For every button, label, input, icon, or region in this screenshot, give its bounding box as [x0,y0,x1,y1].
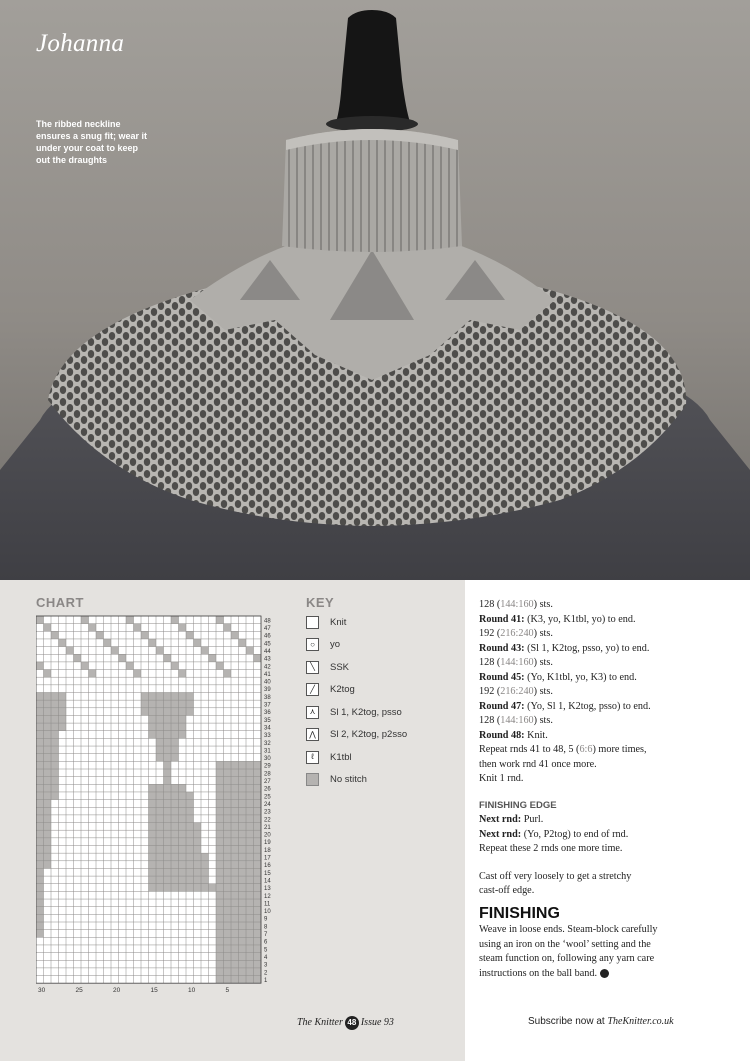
next-round-1: Next rnd: Purl. [479,814,544,825]
knitting-chart [36,614,286,1000]
key-heading: KEY [306,595,335,610]
cast-off-line-2: cast-off edge. [479,885,535,896]
chart-row-number: 13 [264,886,271,893]
chart-row-number: 26 [264,786,271,793]
cast-off-line-1: Cast off very loosely to get a stretchy [479,870,632,882]
chart-row-number: 10 [264,909,271,916]
chart-column-number: 30 [38,987,46,995]
key-item-k2tog [306,679,456,702]
chart-row-number: 28 [264,771,271,778]
chart-row-number: 32 [264,740,271,747]
key-item-sl2-k2tog-p2sso [306,724,456,747]
chart-row-number: 12 [264,893,271,900]
instructions-column [479,598,734,981]
key-label: yo [330,639,341,651]
key-label: K2tog [330,684,355,696]
knit-square-icon [306,616,319,629]
footer-subscribe: Subscribe now at TheKnitter.co.uk [528,1016,674,1027]
chart-row-number: 8 [264,924,268,931]
finishing-edge-heading: FINISHING EDGE [479,799,557,811]
chart-row-number: 2 [264,970,268,977]
chart-row-number: 27 [264,779,271,785]
chart-row-number: 38 [264,694,271,701]
key-item-knit [306,611,456,634]
stitch-count: 192 (216:240) sts. [479,628,553,639]
chart-row-number: 30 [264,756,271,763]
footer-magazine: The Knitter 48 Issue 93 [297,1017,394,1028]
key-label: SSK [330,661,350,673]
key-item-sl1-k2tog-psso [306,701,456,724]
finishing-line-4: instructions on the ball band. [479,967,734,982]
chart-row-number: 1 [264,977,268,984]
chart-row-number: 14 [264,878,271,885]
chart-row-number: 5 [264,947,268,954]
chart-row-number: 39 [264,687,271,694]
chart-row-number: 18 [264,847,271,854]
key-label: Sl 2, K2tog, p2sso [330,729,408,741]
chart-column-number: 15 [150,987,158,995]
pattern-title: Johanna [36,30,125,57]
chart-row-number: 23 [264,809,271,816]
chart-row-number: 19 [264,840,271,847]
chart-row-number: 29 [264,763,271,770]
chart-row-number: 48 [264,618,271,625]
chart-row-number: 21 [264,824,271,831]
sl2-k2tog-p2sso-icon: ⋀ [306,728,319,741]
yo-circle-icon: ○ [306,638,319,651]
chart-row-number: 22 [264,817,271,824]
key-list [306,611,456,791]
no-stitch-icon [306,773,319,786]
chart-row-number: 16 [264,863,271,870]
key-label: Knit [330,616,347,628]
k2tog-icon: ╱ [306,683,319,696]
chart-row-number: 6 [264,939,268,946]
chart-row-number: 41 [264,671,271,678]
chart-row-number: 25 [264,794,271,801]
stitch-count: 128 (144:160) sts. [479,715,553,726]
chart-column-number: 5 [225,987,230,995]
chart-row-number: 9 [264,916,268,923]
chart-row-number: 31 [264,748,271,755]
key-item-yo [306,634,456,657]
key-item-ssk [306,656,456,679]
chart-row-number: 17 [264,855,271,862]
subscribe-link[interactable]: TheKnitter.co.uk [607,1016,674,1027]
chart-row-number: 15 [264,870,271,877]
chart-column-number: 25 [75,987,83,995]
chart-heading: CHART [36,595,84,610]
round-43: Round 43: (Sl 1, K2tog, psso, yo) to end. [479,642,650,654]
knit-round: Knit 1 rnd. [479,773,524,784]
key-item-no-stitch [306,769,456,792]
chart-column-number: 10 [188,987,196,995]
round-41: Round 41: (K3, yo, K1tbl, yo) to end. [479,613,636,625]
finishing-line-2: using an iron on the ‘wool’ setting and the [479,938,651,950]
chart-row-number: 35 [264,717,271,724]
key-item-k1tbl [306,746,456,769]
stitch-count: 128 (144:160) sts. [479,657,553,668]
chart-row-number: 20 [264,832,271,839]
chart-column-number: 20 [113,987,121,995]
key-label: No stitch [330,774,367,786]
page-number: 48 [345,1016,359,1030]
chart-row-number: 33 [264,733,271,740]
chart-row-number: 45 [264,641,271,648]
repeat-rows: Repeat these 2 rnds one more time. [479,843,623,854]
repeat-instruction-cont: then work rnd 41 once more. [479,758,597,770]
round-47: Round 47: (Yo, Sl 1, K2tog, psso) to end. [479,700,651,712]
chart-row-number: 11 [264,901,271,908]
k1tbl-icon: ℓ [306,751,319,764]
chart-row-number: 43 [264,656,271,663]
end-mark-icon [600,969,609,978]
photo-caption: The ribbed neckline ensures a snug fit; wear it under your coat to keep out the draughts [36,119,148,165]
finishing-heading: FINISHING [479,904,560,922]
chart-row-number: 7 [264,932,268,938]
stitch-count: 128 (144:160) sts. [479,599,553,610]
key-label: Sl 1, K2tog, psso [330,706,402,718]
chart-row-number: 3 [264,962,268,969]
chart-row-number: 24 [264,801,271,808]
repeat-instruction: Repeat rnds 41 to 48, 5 (6:6) more times, [479,744,647,755]
sl1-k2tog-psso-icon: ⋏ [306,706,319,719]
stitch-count: 192 (216:240) sts. [479,686,553,697]
key-label: K1tbl [330,751,352,763]
chart-row-number: 47 [264,626,271,632]
chart-row-number: 4 [264,954,268,961]
finishing-line-1: Weave in loose ends. Steam-block carefully [479,924,658,935]
ssk-icon: ╲ [306,661,319,674]
chart-row-number: 34 [264,725,271,732]
round-48: Round 48: Knit. [479,729,548,741]
chart-row-number: 42 [264,664,271,671]
finishing-line-3: steam function on, following any yarn care [479,953,655,964]
chart-row-number: 44 [264,648,271,655]
chart-row-number: 46 [264,633,271,640]
chart-row-number: 40 [264,679,271,686]
next-round-2: Next rnd: (Yo, P2tog) to end of rnd. [479,828,629,840]
chart-row-number: 37 [264,702,271,709]
chart-row-number: 36 [264,710,271,717]
round-45: Round 45: (Yo, K1tbl, yo, K3) to end. [479,671,637,683]
